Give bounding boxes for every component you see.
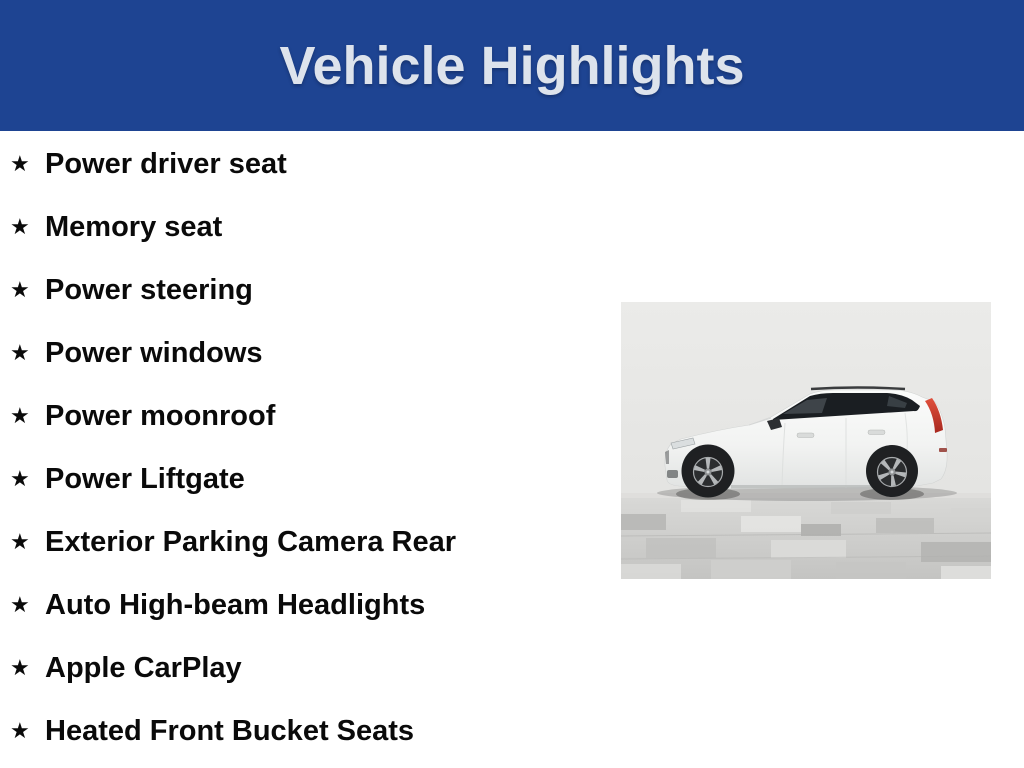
highlights-list xyxy=(0,133,600,763)
highlight-list-item xyxy=(0,511,600,574)
star-bullet-icon: ★ xyxy=(10,150,30,176)
star-bullet-icon: ★ xyxy=(10,276,30,302)
star-bullet-icon: ★ xyxy=(10,591,30,617)
highlight-list-item xyxy=(0,259,600,322)
vehicle-photo xyxy=(621,302,991,579)
suv-illustration xyxy=(621,302,991,579)
highlight-list-item xyxy=(0,196,600,259)
header xyxy=(0,0,1024,131)
highlight-label: Power windows xyxy=(45,337,263,369)
highlight-label: Auto High-beam Headlights xyxy=(45,589,426,621)
star-bullet-icon: ★ xyxy=(10,402,30,428)
highlight-label: Power driver seat xyxy=(45,148,287,180)
highlight-list-item xyxy=(0,133,600,196)
highlight-label: Memory seat xyxy=(45,211,223,243)
highlight-list-item xyxy=(0,637,600,700)
highlight-label: Power Liftgate xyxy=(45,463,245,495)
rear-door-handle xyxy=(868,430,885,435)
highlight-list-item xyxy=(0,448,600,511)
highlight-label: Exterior Parking Camera Rear xyxy=(45,526,457,558)
star-bullet-icon: ★ xyxy=(10,213,30,239)
highlight-list-item xyxy=(0,322,600,385)
front-door-handle xyxy=(797,433,814,438)
highlight-list-item xyxy=(0,700,600,763)
highlight-label: Heated Front Bucket Seats xyxy=(45,715,415,747)
star-bullet-icon: ★ xyxy=(10,654,30,680)
highlight-list-item xyxy=(0,574,600,637)
rear-wheel xyxy=(870,450,915,495)
star-bullet-icon: ★ xyxy=(10,717,30,743)
highlight-list-item xyxy=(0,385,600,448)
highlight-label: Power steering xyxy=(45,274,253,306)
front-wheel xyxy=(686,450,731,495)
star-bullet-icon: ★ xyxy=(10,339,30,365)
highlight-label: Power moonroof xyxy=(45,400,276,432)
highlight-label: Apple CarPlay xyxy=(45,652,242,684)
star-bullet-icon: ★ xyxy=(10,465,30,491)
star-bullet-icon: ★ xyxy=(10,528,30,554)
page-title: Vehicle Highlights xyxy=(279,35,745,96)
